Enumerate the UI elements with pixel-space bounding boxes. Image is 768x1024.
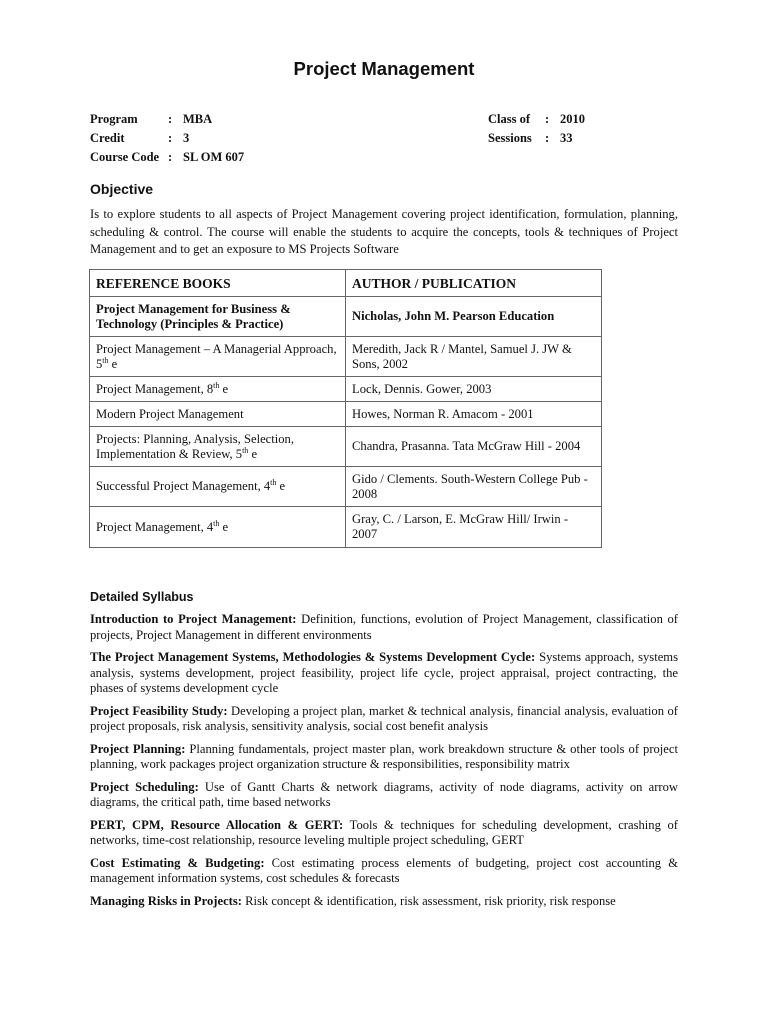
credit-label: Credit bbox=[90, 131, 125, 145]
syllabus-item-title: Project Scheduling: bbox=[90, 779, 199, 794]
credit-row bbox=[90, 129, 244, 148]
syllabus-item-text: Definition, functions, evolution of Project Management, classification of projects, Project Management in different environments bbox=[90, 612, 678, 642]
book-cell bbox=[90, 377, 346, 402]
syllabus-item-title: Cost Estimating & Budgeting: bbox=[90, 855, 265, 870]
book-title: Modern Project Management bbox=[96, 406, 244, 421]
sessions-row bbox=[488, 129, 585, 148]
table-row bbox=[90, 427, 602, 467]
credit-value: 3 bbox=[183, 131, 190, 145]
table-row bbox=[90, 377, 602, 402]
book-title-end: e bbox=[219, 519, 229, 534]
objective-heading: Objective bbox=[90, 181, 154, 197]
syllabus-item-title: PERT, CPM, Resource Allocation & GERT: bbox=[90, 817, 344, 832]
syllabus-item-title: Project Planning: bbox=[90, 741, 186, 756]
reference-books-table bbox=[89, 269, 602, 548]
separator: : bbox=[168, 112, 173, 126]
syllabus-item bbox=[90, 856, 678, 887]
book-title: Successful Project Management, 4 bbox=[96, 479, 271, 493]
edition-superscript: th bbox=[270, 477, 277, 487]
syllabus-item-text: Developing a project plan, market & technical analysis, financial analysis, evaluation of project proposals, risk analysis, sensitivity analysis, social cost benefit analysis bbox=[90, 703, 678, 733]
syllabus-item-title: The Project Management Systems, Methodologies & Systems Development Cycle: bbox=[90, 650, 536, 664]
sessions-value: 33 bbox=[560, 131, 573, 145]
syllabus-item bbox=[90, 742, 678, 773]
separator: : bbox=[168, 131, 173, 145]
syllabus-item bbox=[90, 704, 678, 735]
edition-superscript: th bbox=[213, 380, 220, 390]
syllabus-heading: Detailed Syllabus bbox=[90, 590, 194, 604]
program-value: MBA bbox=[183, 112, 213, 126]
syllabus-item-text: Cost estimating process elements of budgeting, project cost accounting & management information systems, cost schedules & forecasts bbox=[90, 855, 678, 885]
table-row bbox=[90, 467, 602, 507]
objective-text: Is to explore students to all aspects of Project Management covering project identification, formulation, planning, scheduling & control. The course will enable the students to acquire the concepts, tools & techniques of Project Management and to get an exposure to MS Projects Software bbox=[90, 207, 678, 256]
author-cell: Nicholas, John M. Pearson Education bbox=[346, 297, 602, 337]
book-title: Project Management – A Managerial Approach, 5 bbox=[96, 341, 337, 371]
syllabus-item-title: Project Feasibility Study: bbox=[90, 703, 228, 718]
book-cell bbox=[90, 337, 346, 377]
book-title-end: e bbox=[248, 446, 258, 461]
book-cell bbox=[90, 507, 346, 548]
author-cell: Lock, Dennis. Gower, 2003 bbox=[346, 377, 602, 402]
class-of-row bbox=[488, 110, 585, 129]
author-cell: Howes, Norman R. Amacom - 2001 bbox=[346, 402, 602, 427]
syllabus-item-text: Tools & techniques for scheduling development, crashing of networks, time-cost relationship, resource leveling multiple project scheduling, GERT bbox=[90, 817, 678, 847]
syllabus-item-text: Use of Gantt Charts & network diagrams, activity of node diagrams, activity on arrow diagrams, the critical path, time based networks bbox=[90, 779, 678, 809]
book-cell bbox=[90, 402, 346, 427]
author-cell: Gray, C. / Larson, E. McGraw Hill/ Irwin - 2007 bbox=[346, 507, 602, 548]
course-code-value: SL OM 607 bbox=[183, 150, 245, 164]
table-row bbox=[90, 337, 602, 377]
book-cell bbox=[90, 467, 346, 507]
book-title-end: e bbox=[108, 356, 118, 371]
book-cell bbox=[90, 427, 346, 467]
course-meta-left bbox=[90, 110, 244, 167]
syllabus-item-text: Systems approach, systems analysis, systems development, project feasibility, project life cycle, project appraisal, project contracting, the phases of systems development cycle bbox=[90, 650, 678, 695]
column-header-author: AUTHOR / PUBLICATION bbox=[346, 270, 602, 297]
table-row bbox=[90, 297, 602, 337]
author-cell: Gido / Clements. South-Western College Pub - 2008 bbox=[346, 467, 602, 507]
syllabus-item-title: Managing Risks in Projects: bbox=[90, 893, 242, 908]
book-title: Project Management, 4 bbox=[96, 519, 214, 534]
edition-superscript: th bbox=[213, 518, 220, 528]
course-meta-right bbox=[488, 110, 585, 148]
author-cell: Chandra, Prasanna. Tata McGraw Hill - 2004 bbox=[346, 427, 602, 467]
table-row bbox=[90, 507, 602, 548]
author-cell: Meredith, Jack R / Mantel, Samuel J. JW & Sons, 2002 bbox=[346, 337, 602, 377]
syllabus-list bbox=[90, 612, 678, 916]
book-title-end: e bbox=[219, 381, 229, 396]
syllabus-item-title: Introduction to Project Management: bbox=[90, 612, 297, 626]
book-title: Project Management for Business & Technology (Principles & Practice) bbox=[96, 301, 291, 331]
book-title: Projects: Planning, Analysis, Selection, Implementation & Review, 5 bbox=[96, 431, 294, 461]
page-title: Project Management bbox=[293, 58, 475, 79]
book-title: Project Management, 8 bbox=[96, 381, 214, 396]
course-code-label: Course Code bbox=[90, 150, 160, 164]
syllabus-item bbox=[90, 780, 678, 811]
column-header-books: REFERENCE BOOKS bbox=[90, 270, 346, 297]
class-of-label: Class of bbox=[488, 112, 531, 126]
separator: : bbox=[545, 131, 550, 145]
edition-superscript: th bbox=[242, 445, 249, 455]
syllabus-item bbox=[90, 894, 678, 910]
program-label: Program bbox=[90, 112, 138, 126]
separator: : bbox=[545, 112, 550, 126]
book-title-end: e bbox=[276, 479, 286, 493]
book-cell bbox=[90, 297, 346, 337]
program-row bbox=[90, 110, 244, 129]
separator: : bbox=[168, 150, 173, 164]
table-header-row bbox=[90, 270, 602, 297]
sessions-label: Sessions bbox=[488, 131, 532, 145]
course-code-row bbox=[90, 148, 244, 167]
syllabus-item bbox=[90, 818, 678, 849]
syllabus-item-text: Risk concept & identification, risk assessment, risk priority, risk response bbox=[241, 893, 616, 908]
syllabus-item bbox=[90, 650, 678, 697]
syllabus-item-text: Planning fundamentals, project master plan, work breakdown structure & other tools of project planning, work packages project organization structure & responsibilities, responsibility matrix bbox=[90, 741, 678, 771]
syllabus-item bbox=[90, 612, 678, 643]
class-of-value: 2010 bbox=[560, 112, 585, 126]
table-row bbox=[90, 402, 602, 427]
edition-superscript: th bbox=[102, 355, 109, 365]
